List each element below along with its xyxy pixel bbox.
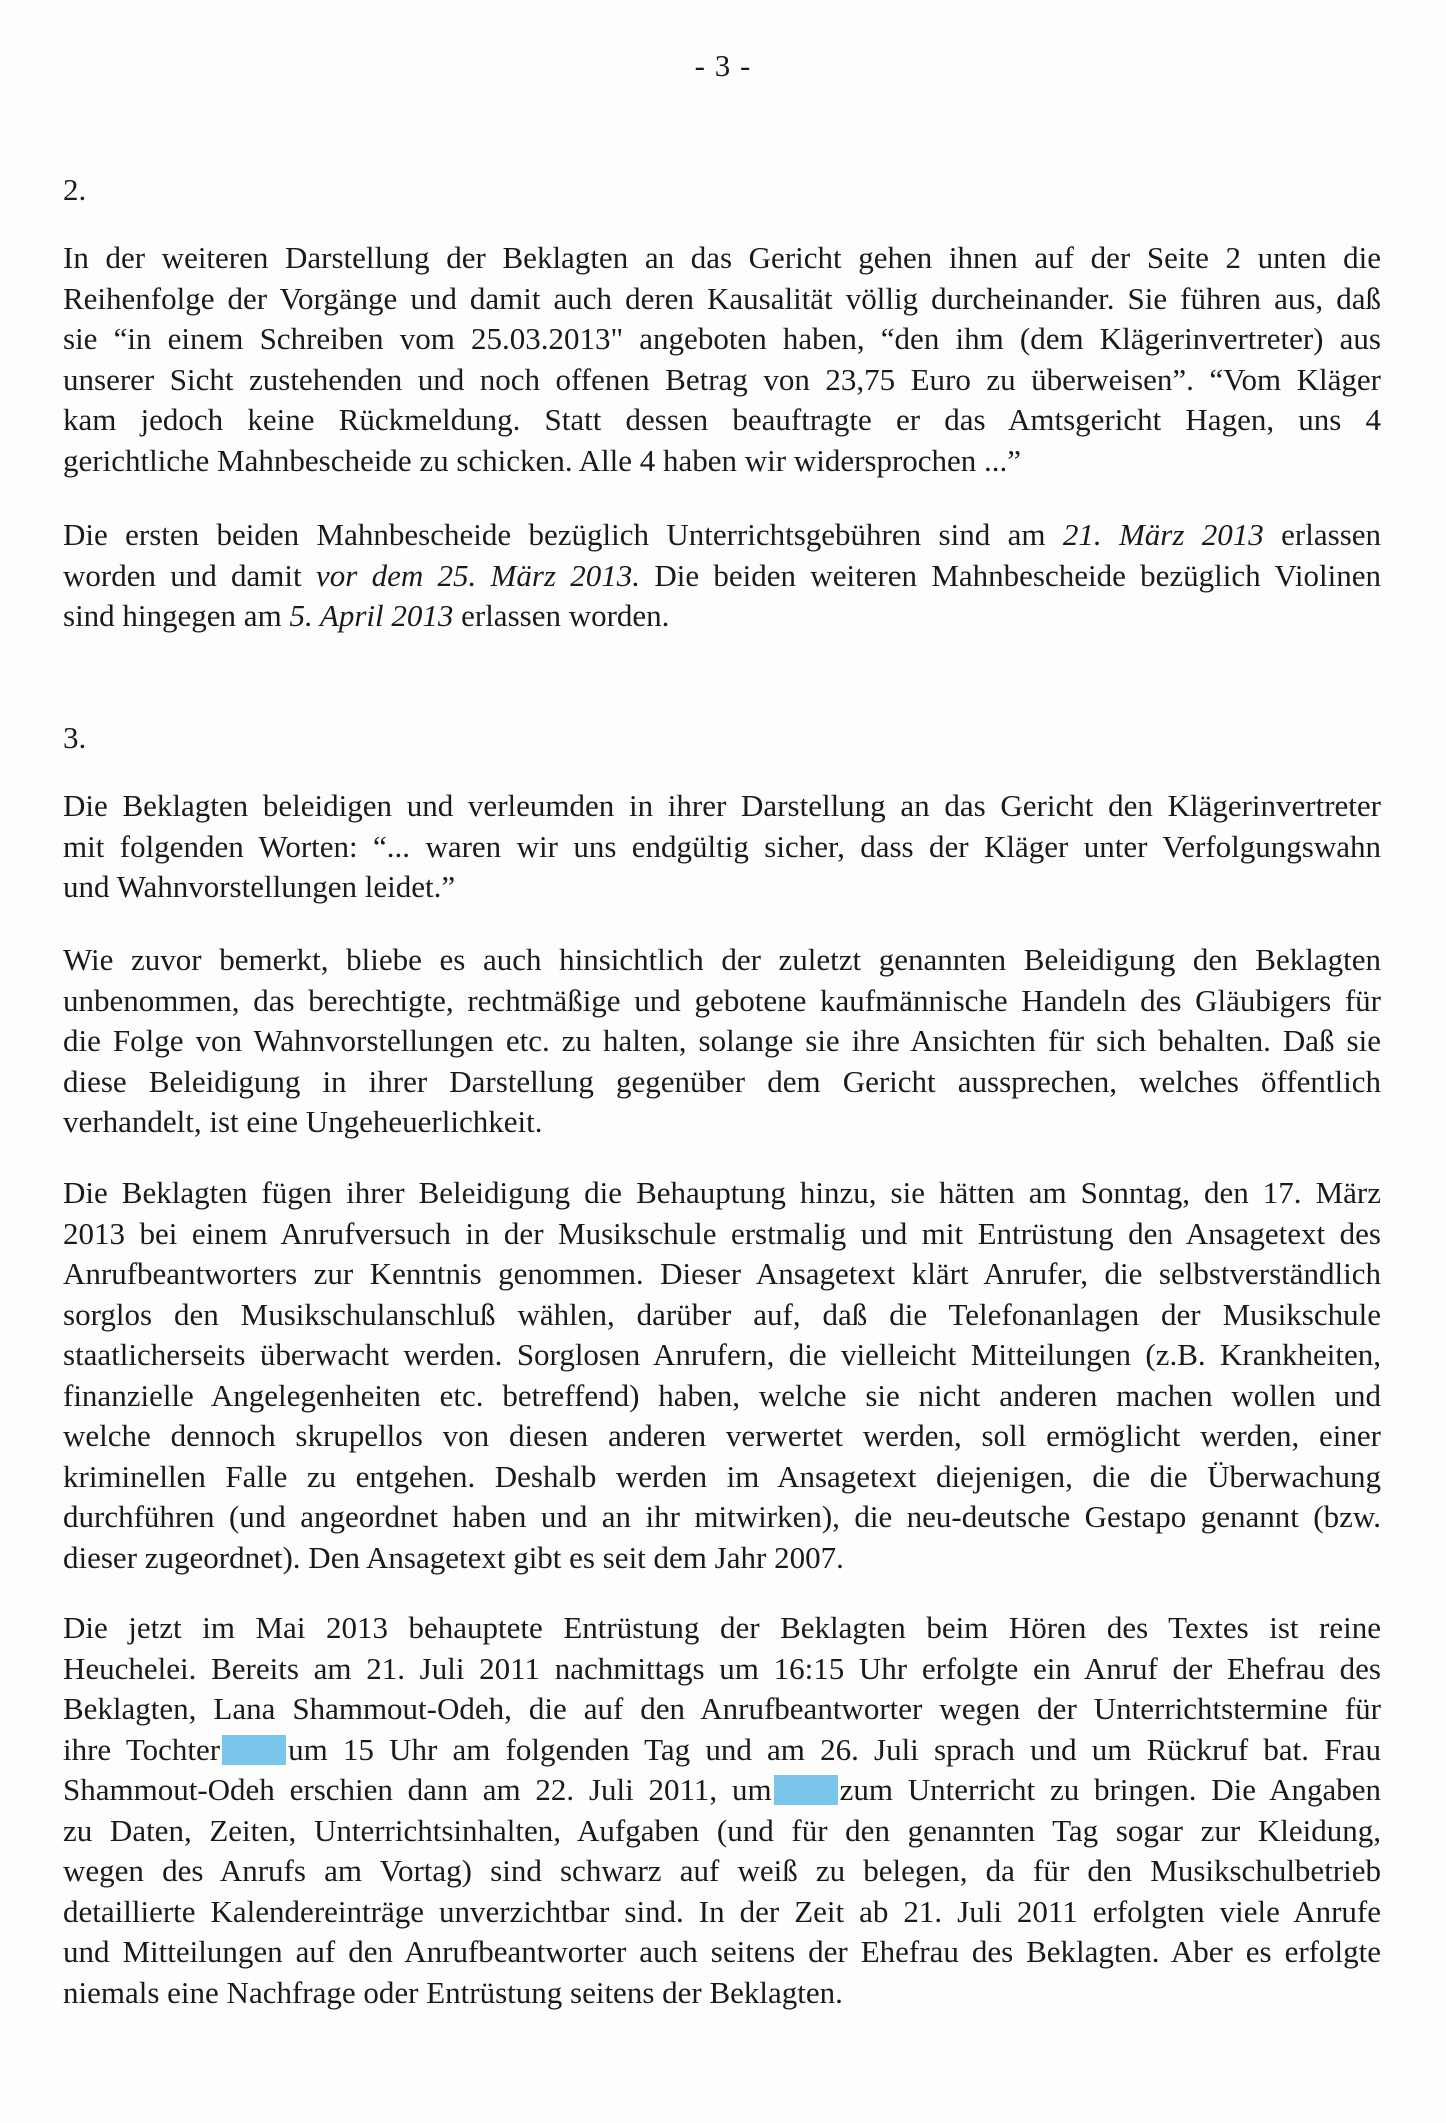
text-segment: Die beiden weiteren Mahnbescheide bezüglich Violinen: [640, 557, 1382, 593]
emphasis-date: 5. April 2013: [289, 598, 454, 633]
text-line: und Mitteilungen auf den Anrufbeantworter auch seitens der Ehefrau des Beklagten. Aber es erfolgte: [63, 1934, 1381, 1969]
text-segment: zum Unterricht zu bringen. Die Angaben: [839, 1772, 1381, 1807]
text-line: sorglos den Musikschulanschluß wählen, darüber auf, daß die Telefonanlagen der Musikschule: [63, 1296, 1381, 1332]
paragraph-2-1: [63, 238, 1381, 481]
emphasis-date: 21. März 2013: [1062, 517, 1264, 552]
text-line: gerichtliche Mahnbescheide zu schicken. Alle 4 haben wir widersprochen ...”: [63, 442, 1022, 478]
text-segment: erlassen worden.: [453, 598, 670, 633]
text-line: dieser zugeordnet). Den Ansagetext gibt es seit dem Jahr 2007.: [63, 1539, 844, 1575]
text-line: 2013 bei einem Anrufversuch in der Musikschule erstmalig und mit Entrüstung den Ansagetext des: [63, 1215, 1381, 1251]
text-line: sie “in einem Schreiben vom 25.03.2013" angeboten haben, “den ihm (dem Klägerinvertreter) aus: [63, 321, 1381, 356]
page-number: - 3 -: [694, 48, 752, 83]
paragraph-3-2: [63, 940, 1381, 1143]
text-segment: worden und damit: [63, 557, 316, 593]
text-line: Anrufbeantworters zur Kenntnis genommen. Dieser Ansagetext klärt Anrufer, die selbstverständlich: [63, 1256, 1381, 1291]
text-segment: ihre Tochter: [63, 1731, 221, 1767]
text-line: [63, 515, 1381, 556]
paragraph-3-4: [63, 1608, 1381, 2013]
text-segment: Die ersten beiden Mahnbescheide bezüglich Unterrichtsgebühren sind am: [63, 517, 1063, 552]
text-line: [63, 556, 1381, 597]
paragraph-3-3: [63, 1173, 1381, 1578]
text-line: wegen des Anrufs am Vortag) sind schwarz auf weiß zu belegen, da für den Musikschulbetrieb: [63, 1853, 1381, 1888]
redaction-box: [222, 1735, 286, 1765]
section-number-2: 2.: [63, 172, 87, 207]
text-line: [63, 1730, 1381, 1771]
text-line: Die Beklagten fügen ihrer Beleidigung die Behauptung hinzu, sie hätten am Sonntag, den 17. März: [63, 1175, 1381, 1210]
text-line: die Folge von Wahnvorstellungen etc. zu halten, solange sie ihre Ansichten für sich behalten. Daß sie: [63, 1023, 1381, 1058]
text-line: [63, 1770, 1381, 1811]
text-line: staatlicherseits überwacht werden. Sorglosen Anrufern, die vielleicht Mitteilungen (z.B. Krankheiten,: [63, 1337, 1381, 1372]
text-line: Die jetzt im Mai 2013 behauptete Entrüstung der Beklagten beim Hören des Textes ist reine: [63, 1610, 1381, 1645]
text-segment: um 15 Uhr am folgenden Tag und am 26. Juli sprach und um Rückruf bat. Frau: [288, 1731, 1381, 1767]
text-line: detaillierte Kalendereinträge unverzichtbar sind. In der Zeit ab 21. Juli 2011 erfolgten viele Anrufe: [63, 1893, 1381, 1929]
text-segment: sind hingegen am: [63, 598, 290, 633]
text-line: welche dennoch skrupellos von diesen anderen verwertet werden, soll ermöglicht werden, einer: [63, 1418, 1381, 1453]
text-line: Heuchelei. Bereits am 21. Juli 2011 nachmittags um 16:15 Uhr erfolgte ein Anruf der Ehefrau des: [63, 1650, 1381, 1686]
text-line: Wie zuvor bemerkt, bliebe es auch hinsichtlich der zuletzt genannten Beleidigung den Beklagten: [63, 942, 1381, 977]
text-line: mit folgenden Worten: “... waren wir uns endgültig sicher, dass der Kläger unter Verfolgungswahn: [63, 828, 1381, 864]
text-line: durchführen (und angeordnet haben und an ihr mitwirken), die neu-deutsche Gestapo genannt (bzw.: [63, 1499, 1381, 1534]
text-line: kam jedoch keine Rückmeldung. Statt dessen beauftragte er das Amtsgericht Hagen, uns 4: [63, 402, 1381, 437]
text-line: und Wahnvorstellungen leidet.”: [63, 869, 456, 904]
text-line: finanzielle Angelegenheiten etc. betreffend) haben, welche sie nicht anderen machen wollen und: [63, 1377, 1381, 1413]
paragraph-2-2: [63, 515, 1381, 637]
redaction-box: [774, 1775, 838, 1805]
text-line: Beklagten, Lana Shammout-Odeh, die auf den Anrufbeantworter wegen der Unterrichtstermine für: [63, 1691, 1381, 1726]
text-segment: Shammout-Odeh erschien dann am 22. Juli 2011, um: [63, 1772, 772, 1807]
text-line: Die Beklagten beleidigen und verleumden in ihrer Darstellung an das Gericht den Klägerinvertreter: [63, 788, 1381, 823]
section-number-3: 3.: [63, 720, 87, 755]
text-line: diese Beleidigung in ihrer Darstellung gegenüber dem Gericht aussprechen, welches öffentlich: [63, 1063, 1381, 1099]
text-segment: erlassen: [1263, 517, 1382, 552]
text-line: verhandelt, ist eine Ungeheuerlichkeit.: [63, 1104, 543, 1139]
text-line: Reihenfolge der Vorgänge und damit auch deren Kausalität völlig durcheinander. Sie führen aus, daß: [63, 280, 1381, 316]
text-line: kriminellen Falle zu entgehen. Deshalb werden im Ansagetext diejenigen, die die Überwachung: [63, 1458, 1381, 1494]
text-line: niemals eine Nachfrage oder Entrüstung seitens der Beklagten.: [63, 1974, 843, 2010]
text-line: unbenommen, das berechtigte, rechtmäßige und gebotene kaufmännische Handeln des Gläubigers für: [63, 982, 1381, 1018]
paragraph-3-1: [63, 786, 1381, 908]
text-line: unserer Sicht zustehenden und noch offenen Betrag von 23,75 Euro zu überweisen”. “Vom Kläger: [63, 361, 1381, 397]
emphasis-date: vor dem 25. März 2013.: [315, 557, 641, 593]
text-line: In der weiteren Darstellung der Beklagten an das Gericht gehen ihnen auf der Seite 2 unten die: [63, 240, 1381, 275]
text-line: [63, 596, 1381, 637]
text-line: zu Daten, Zeiten, Unterrichtsinhalten, Aufgaben (und für den genannten Tag sogar zur Kleidung,: [63, 1812, 1381, 1848]
